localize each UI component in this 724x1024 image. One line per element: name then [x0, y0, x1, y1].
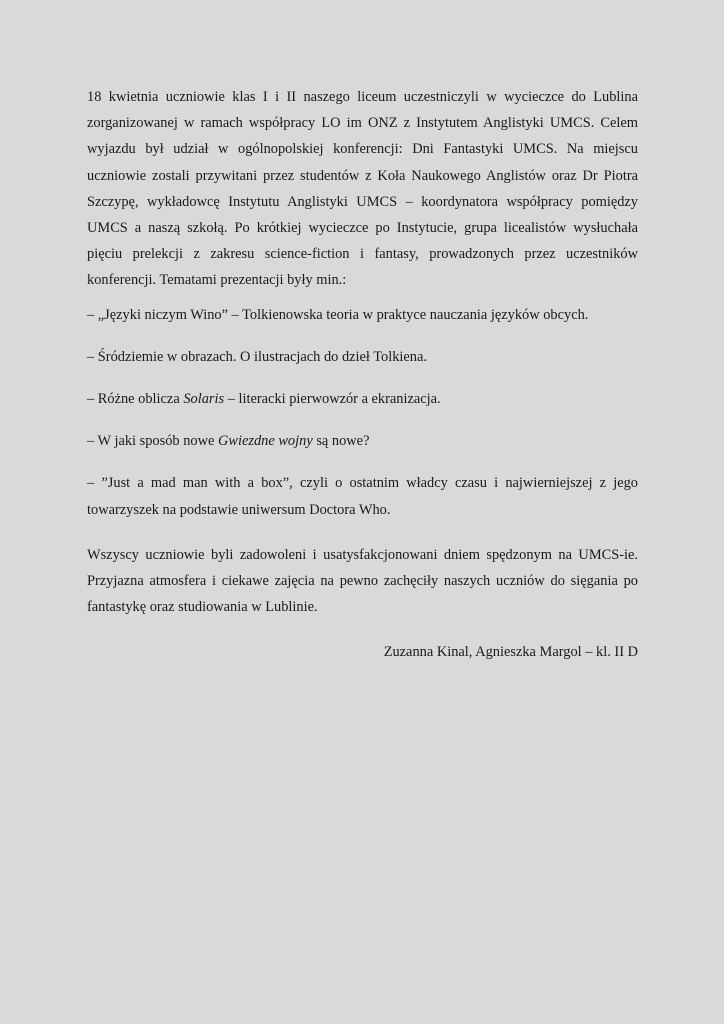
topic-item — [87, 428, 638, 454]
topic-text: są nowe? — [312, 433, 370, 450]
topic-text: – Różne oblicza — [87, 391, 184, 408]
author-signature: Zuzanna Kinal, Agnieszka Margol – kl. II D — [383, 644, 638, 661]
topic-item: – Śródziemie w obrazach. O ilustracjach do dzieł Tolkiena. — [87, 348, 427, 365]
topic-item: – ”Just a mad man with a box”, czyli o ostatnim władcy czasu i najwierniejszej z jego towarzyszek na podstawie uniwersum Doctora Who. — [87, 475, 638, 518]
topic-text: – literacki pierwowzór a ekranizacja. — [224, 391, 441, 408]
document-page — [87, 84, 638, 665]
topic-item — [87, 386, 638, 412]
topic-item: – „Języki niczym Wino” – Tolkienowska teoria w praktyce nauczania języków obcych. — [87, 306, 589, 323]
topic-text: – W jaki sposób nowe — [87, 433, 218, 450]
closing-paragraph: Wszyscy uczniowie byli zadowoleni i usatysfakcjonowani dniem spędzonym na UMCS-ie. Przyjazna atmosfera i ciekawe zajęcia na pewno zachęciły naszych uczniów do sięgania po fantastykę oraz studiowania w Lublinie. — [87, 546, 638, 616]
intro-paragraph: 18 kwietnia uczniowie klas I i II naszego liceum uczestniczyli w wycieczce do Lublina zorganizowanej w ramach współpracy LO im ONZ z Instytutem Anglistyki UMCS. Celem wyjazdu był udział w ogólnopolskiej konferencji: Dni Fantastyki UMCS. Na miejscu uczniowie zostali przywitani przez studentów z Koła Naukowego Anglistów oraz Dr Piotra Szczypę, wykładowcę Instytutu Anglistyki UMCS – koordynatora współpracy pomiędzy UMCS a naszą szkołą. Po krótkiej wycieczce po Instytucie, grupa licealistów wysłuchała pięciu prelekcji z zakresu science-fiction i fantasy, prowadzonych przez uczestników konferencji. Tematami prezentacji były min.: — [87, 89, 638, 289]
topic-title-italic: Solaris — [183, 391, 225, 408]
topic-title-italic: Gwiezdne wojny — [217, 433, 313, 450]
